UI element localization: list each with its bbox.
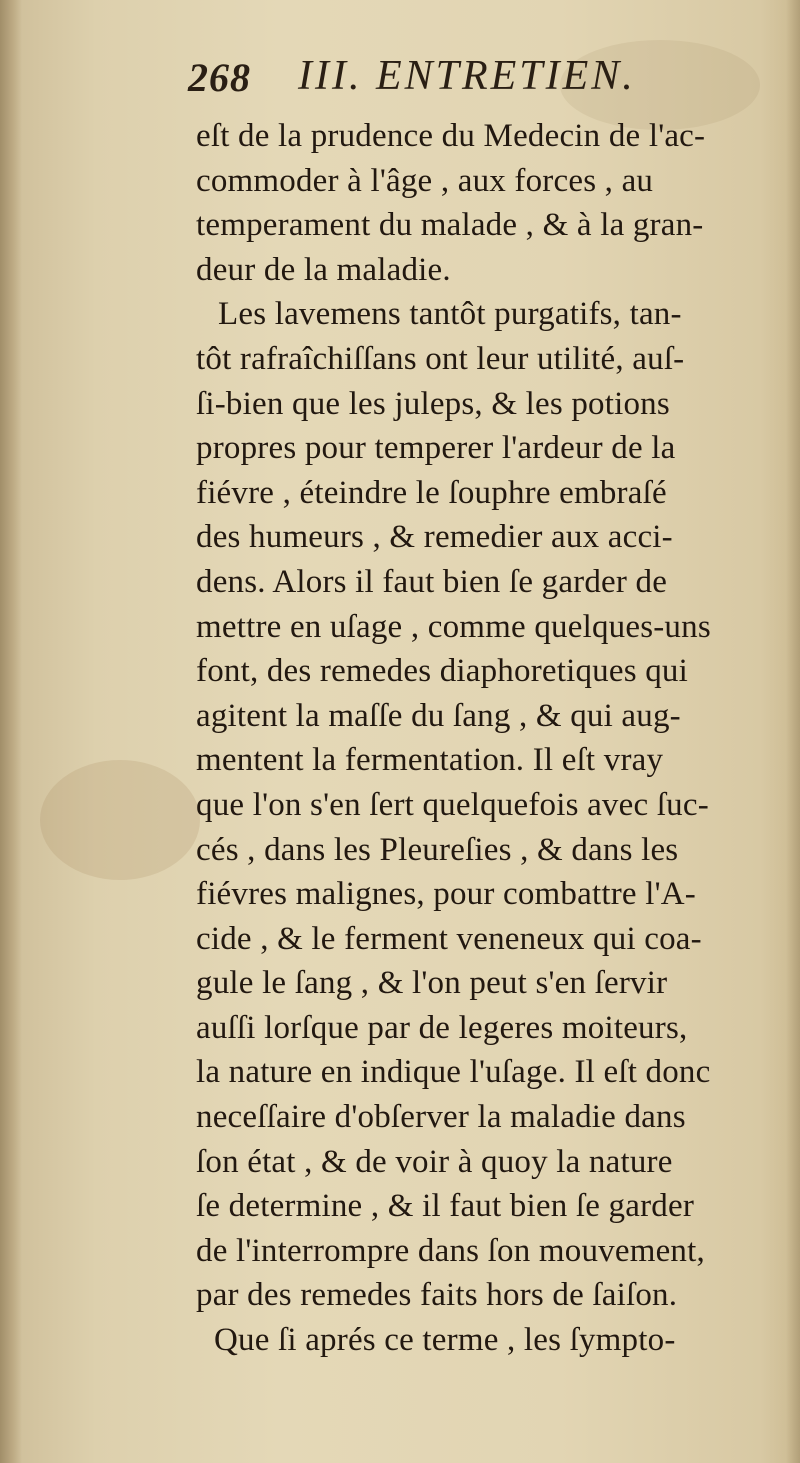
text-line: gule le ſang , & l'on peut s'en ſervir	[196, 965, 668, 1002]
text-line: eſt de la prudence du Medecin de l'ac-	[196, 118, 706, 154]
text-line: fiévres malignes, pour combattre l'A-	[196, 876, 696, 913]
paper-stain	[40, 760, 200, 880]
text-line: mentent la fermentation. Il eſt vray	[196, 742, 664, 779]
text-line: ſon état , & de voir à quoy la nature	[196, 1143, 673, 1180]
text-line: mettre en uſage , comme quelques-uns	[196, 608, 711, 645]
text-line: font, des remedes diaphoretiques qui	[196, 653, 688, 690]
running-head: III. ENTRETIEN.	[298, 53, 636, 99]
page-header	[188, 48, 768, 108]
text-line: tôt rafraîchiſſans ont leur utilité, auſ-	[196, 340, 685, 377]
body-text	[196, 114, 796, 1363]
text-line: deur de la maladie.	[196, 251, 451, 288]
text-line: fiévre , éteindre le ſouphre embraſé	[196, 474, 667, 511]
text-line: cide , & le ferment veneneux qui coa-	[196, 920, 702, 957]
text-line: par des remedes faits hors de ſaiſon.	[196, 1277, 678, 1314]
text-line: neceſſaire d'obſerver la maladie dans	[196, 1099, 686, 1136]
text-line: la nature en indique l'uſage. Il eſt donc	[196, 1054, 711, 1091]
text-line: cés , dans les Pleureſies , & dans les	[196, 831, 679, 868]
text-line: Les lavemens tantôt purgatifs, tan-	[218, 296, 682, 333]
text-line: dens. Alors il faut bien ſe garder de	[196, 563, 668, 600]
text-line: propres pour temperer l'ardeur de la	[196, 430, 676, 467]
page-gutter	[0, 0, 22, 1463]
page-number: 268	[188, 55, 251, 100]
text-line: auſſi lorſque par de legeres moiteurs,	[196, 1009, 688, 1046]
text-line: ſi-bien que les juleps, & les potions	[196, 385, 670, 422]
text-line: des humeurs , & remedier aux acci-	[196, 519, 673, 556]
text-line: agitent la maſſe du ſang , & qui aug-	[196, 697, 681, 734]
text-line: de l'interrompre dans ſon mouvement,	[196, 1232, 705, 1269]
text-line: temperament du malade , & à la gran-	[196, 207, 704, 244]
text-line: commoder à l'âge , aux forces , au	[196, 162, 654, 199]
text-line: ſe determine , & il faut bien ſe garder	[196, 1188, 695, 1225]
text-line: Que ſi aprés ce terme , les ſympto-	[214, 1322, 676, 1359]
text-line: que l'on s'en ſert quelquefois avec ſuc-	[196, 786, 709, 823]
